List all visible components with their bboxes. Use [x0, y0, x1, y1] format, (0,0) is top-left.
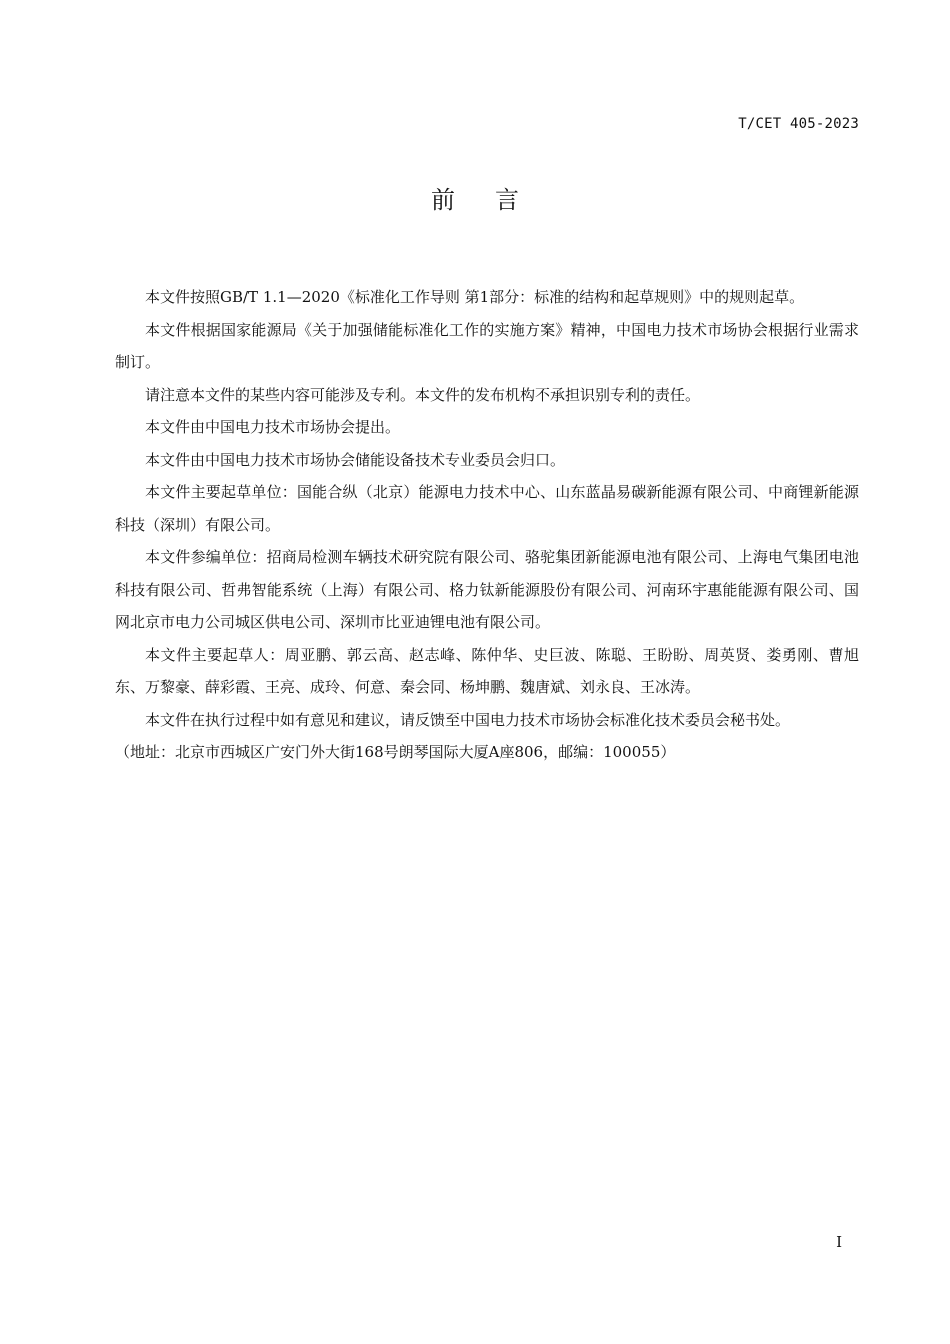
paragraph-main-drafting-units: 本文件主要起草单位：国能合纵（北京）能源电力技术中心、山东蓝晶易碳新能源有限公司、中商锂新能源科技（深圳）有限公司。	[115, 483, 859, 534]
paragraph-feedback: 本文件在执行过程中如有意见和建议，请反馈至中国电力技术市场协会标准化技术委员会秘书处。	[145, 710, 791, 729]
paragraph-main-drafters: 本文件主要起草人：周亚鹏、郭云高、赵志峰、陈仲华、史巨波、陈聪、王盼盼、周英贤、娄勇刚、曹旭东、万黎豪、薛彩霞、王亮、成玲、何意、秦会同、杨坤鹏、魏唐斌、刘永良、王冰涛。	[115, 645, 859, 696]
standard-code: T/CET 405-2023	[738, 116, 859, 132]
paragraph-patent-notice: 请注意本文件的某些内容可能涉及专利。本文件的发布机构不承担识别专利的责任。	[145, 385, 701, 404]
paragraph-technical-committee: 本文件由中国电力技术市场协会储能设备技术专业委员会归口。	[145, 450, 566, 469]
foreword-body	[115, 281, 859, 769]
paragraph-drafting-rules: 本文件按照GB/T 1.1—2020《标准化工作导则 第1部分：标准的结构和起草规则》中的规则起草。	[145, 288, 805, 306]
paragraph-address: （地址：北京市西城区广安门外大街168号朗琴国际大厦A座806，邮编：100055）	[115, 743, 676, 761]
paragraph-participating-units: 本文件参编单位：招商局检测车辆技术研究院有限公司、骆驼集团新能源电池有限公司、上海电气集团电池科技有限公司、哲弗智能系统（上海）有限公司、格力钛新能源股份有限公司、河南环宇惠能能源有限公司、国网北京市电力公司城区供电公司、深圳市比亚迪锂电池有限公司。	[115, 548, 859, 631]
paragraph-proposer: 本文件由中国电力技术市场协会提出。	[145, 418, 401, 436]
paragraph-basis: 本文件根据国家能源局《关于加强储能标准化工作的实施方案》精神，中国电力技术市场协会根据行业需求制订。	[115, 320, 859, 371]
page-number: I	[836, 1233, 842, 1251]
page-title: 前言	[431, 186, 559, 214]
